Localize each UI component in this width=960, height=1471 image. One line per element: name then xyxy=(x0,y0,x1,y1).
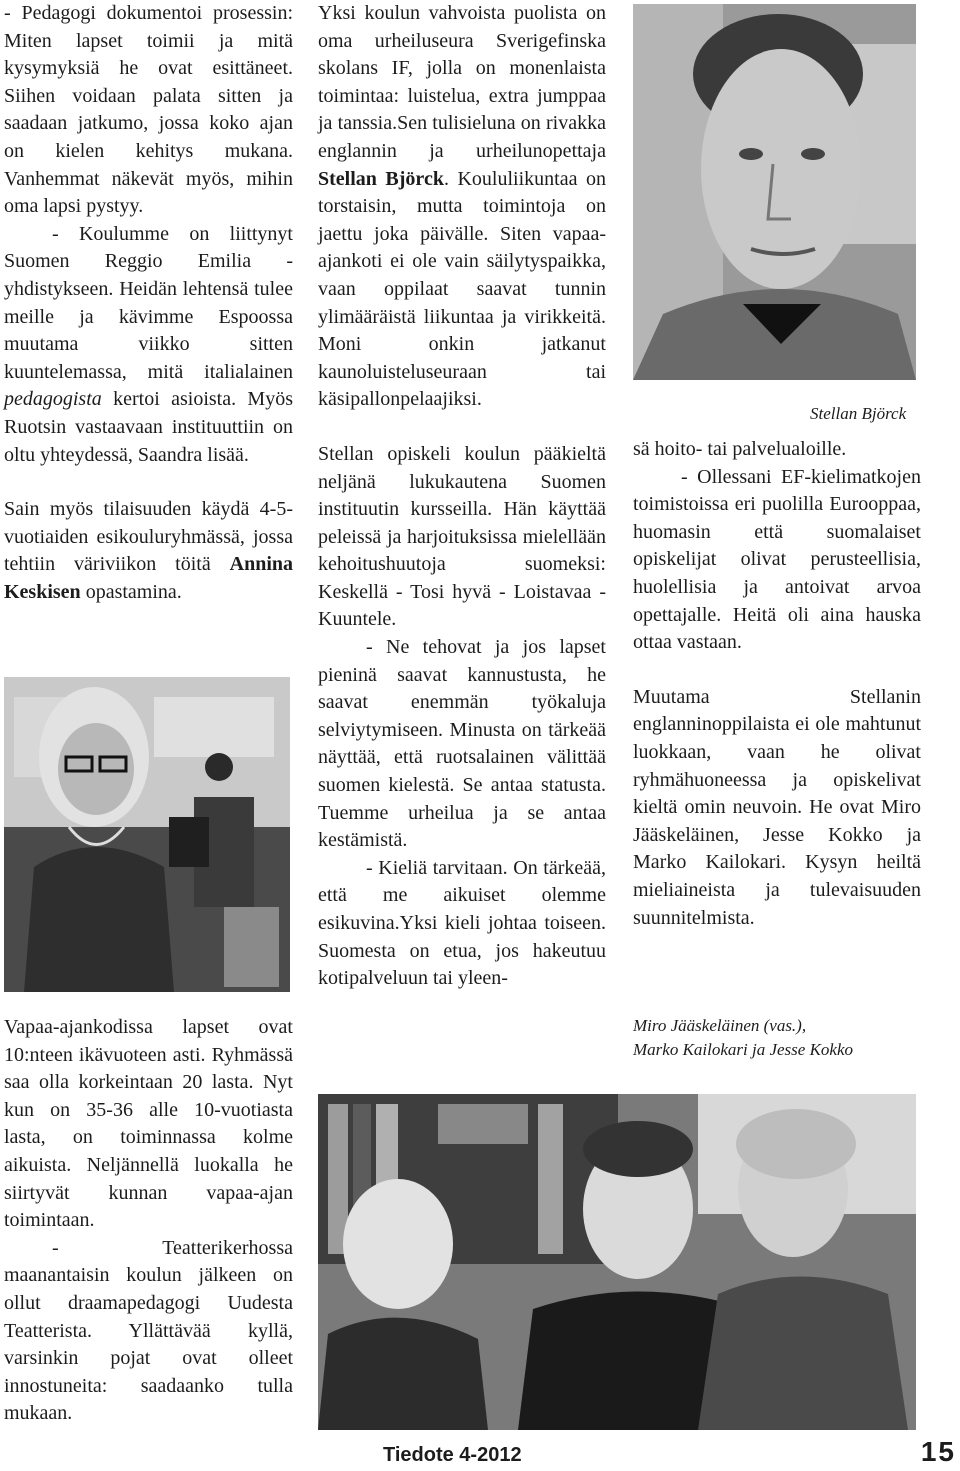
students-photo xyxy=(318,1094,916,1430)
text-run: opastamina. xyxy=(80,580,182,603)
stellan-portrait-photo xyxy=(633,4,916,380)
text-run: kertoi asioista. Myös Ruotsin vastaavaan instituuttiin on oltu yhteydessä, Saandra lisää. xyxy=(4,388,293,466)
paragraph xyxy=(4,496,293,606)
paragraph: - Kieliä tarvitaan. On tärkeää, että me aikuiset olemme esikuvina.Yksi kieli johtaa toiseen. Suomesta on etua, jos hakeutuu kotipalveluun tai yleen- xyxy=(318,856,606,990)
paragraph: Stellan opiskeli koulun pääkieltä neljänä lukukautena Suomen instituutin kursseilla. Hän käyttää peleissä ja harjoituksissa mielellään kehoitushuutoja suomeksi: Keskellä - Tosi hyvä - Loistavaa - Kuuntele. xyxy=(318,442,606,631)
paragraph: - Ne tehovat ja jos lapset pieninä saavat kannustusta, he saavat enemmän työkaluja selviytymiseen. Minusta on tärkeää näyttää, että ruotsalainen välittää suomen kielestä. Se antaa statusta. Tuemme urheilua ja se antaa kestämistä. xyxy=(318,636,606,852)
paragraph: - Ollessani EF-kielimatkojen toimistoissa eri puolilla Eurooppaa, huomasin että suomalaiset opiskelijat olivat perusteellisia, huolellisia ja antoivat arvoa opettajalle. Heitä oli aina hauska ottaa vastaan. xyxy=(633,465,921,654)
paragraph: - Teatterikerhossa maanantaisin koulun jälkeen on ollut draamapedagogi Uudesta Teatterista. Yllättävää kyllä, varsinkin pojat ovat olleet innostuneita: saadaanko tulla mukaan. xyxy=(4,1236,293,1425)
photo-caption-students xyxy=(633,1014,853,1062)
paragraph: Muutama Stellanin englanninoppilaista ei ole mahtunut luokkaan, vaan he olivat ryhmähuoneessa ja opiskelivat kieltä omin neuvoin. He ovat Miro Jääskeläinen, Jesse Kokko ja Marko Kailokari. Kysyn heiltä mieliaineista ja tulevaisuuden suunnitelmista. xyxy=(633,685,921,929)
page-number: 15 xyxy=(920,1436,956,1467)
person-name: Annina Keskisen xyxy=(4,553,293,603)
italic-term: pedagogista xyxy=(4,388,102,411)
text-run: Yksi koulun vahvoista puolista on oma urheiluseura Sverigefinska skolans IF, jolla on monenlaista toimintaa: luistelua, extra jumppaa ja tanssia.Sen tulisieluna on rivakka englannin ja urheilunopettaja xyxy=(318,2,606,162)
issue-label: Tiedote 4-2012 xyxy=(383,1444,522,1466)
article-column-2 xyxy=(318,0,606,993)
article-column-3 xyxy=(633,436,921,932)
paragraph xyxy=(318,0,606,414)
teacher-photo xyxy=(4,677,290,992)
caption-line: Marko Kailokari ja Jesse Kokko xyxy=(633,1040,854,1059)
article-column-1 xyxy=(4,0,293,606)
paragraph xyxy=(4,221,293,469)
paragraph: sä hoito- tai palvelualoille. xyxy=(633,438,847,460)
paragraph: Vapaa-ajankodissa lapset ovat 10:nteen ikävuoteen asti. Ryhmässä saa olla korkeintaan 20 lasta. Nyt kun on 35-36 alle 10-vuotiasta lasta, on toiminnassa kolme aikuista. Neljännellä luokalla he siirtyvät kunnan vapaa-ajan toimintaan. xyxy=(4,1016,293,1232)
text-run: - Koulumme on liittynyt Suomen Reggio Emilia -yhdistykseen. Heidän lehtensä tulee meille ja kävimme Espoossa muutama viikko sitten kuuntelemassa, mitä italialainen xyxy=(4,222,293,383)
caption-line: Miro Jääskeläinen (vas.), xyxy=(633,1016,807,1035)
photo-caption-stellan: Stellan Björck xyxy=(810,404,907,423)
text-run: . Koululiikuntaa on torstaisin, mutta toimintoja on jaettu joka päivälle. Siten vapaa-ajankoti ei ole vain säilytyspaikka, vaan oppilaat saavat tunnin ylimääräistä liikuntaa ja virikkeitä. Moni onkin jatkanut kaunoluisteluseuraan tai käsipallonpelaajiksi. xyxy=(318,167,606,411)
person-name: Stellan Björck xyxy=(318,167,444,190)
article-column-1-bottom xyxy=(4,1014,293,1428)
text-run: Sain myös tilaisuuden käydä 4-5-vuotiaiden esikouluryhmässä, jossa tehtiin väriviikon töitä xyxy=(4,498,293,576)
paragraph: - Pedagogi dokumentoi prosessin: Miten lapset toimii ja mitä kysymyksiä he ovat esittäneet. Siihen voidaan palata sitten ja saadaan jatkumo, jossa koko ajan on kielen kehitys mukana. Vanhemmat näkevät myös, mihin oma lapsi pystyy. xyxy=(4,2,293,218)
